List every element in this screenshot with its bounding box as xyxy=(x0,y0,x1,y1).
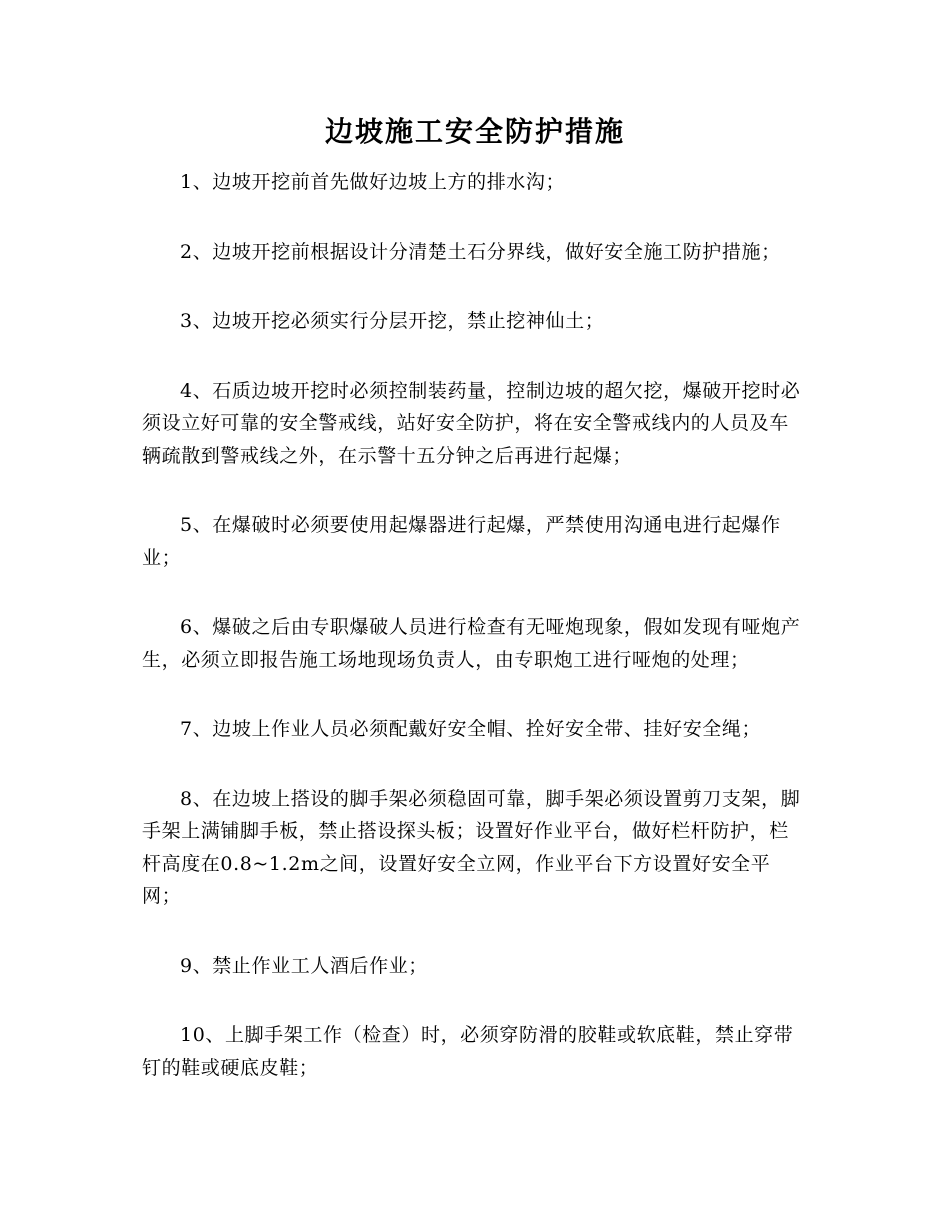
measure-item-1: 1、边坡开挖前首先做好边坡上方的排水沟； xyxy=(180,171,566,193)
measure-list xyxy=(142,166,808,1121)
measure-item-9: 9、禁止作业工人酒后作业； xyxy=(180,954,428,977)
measure-item-8: 8、在边坡上搭设的脚手架必须稳固可靠，脚手架必须设置剪刀支架，脚手架上满铺脚手板，禁止搭设探头板；设置好作业平台，做好栏杆防护，栏杆高度在0.8~1.2m之间，设置好安全立网，作业平台下方设置好安全平网； xyxy=(142,787,801,907)
measure-item-2: 2、边坡开挖前根据设计分清楚土石分界线，做好安全施工防护措施； xyxy=(180,240,781,263)
measure-item-10: 10、上脚手架工作（检查）时，必须穿防滑的胶鞋或软底鞋，禁止穿带钉的鞋或硬底皮鞋； xyxy=(142,1024,794,1079)
measure-item-4: 4、石质边坡开挖时必须控制装药量，控制边坡的超欠挖，爆破开挖时必须设立好可靠的安全警戒线，站好安全防护，将在安全警戒线内的人员及车辆疏散到警戒线之外，在示警十五分钟之后再进行起爆； xyxy=(142,379,801,467)
measure-item-3: 3、边坡开挖必须实行分层开挖，禁止挖神仙土； xyxy=(180,310,605,332)
document-title: 边坡施工安全防护措施 xyxy=(324,115,625,148)
measure-item-6: 6、爆破之后由专职爆破人员进行检查有无哑炮现象，假如发现有哑炮产生，必须立即报告施工场地现场负责人，由专职炮工进行哑炮的处理； xyxy=(142,616,801,671)
measure-item-7: 7、边坡上作业人员必须配戴好安全帽、拴好安全带、挂好安全绳； xyxy=(180,718,762,740)
measure-item-5: 5、在爆破时必须要使用起爆器进行起爆，严禁使用沟通电进行起爆作业； xyxy=(142,514,781,569)
